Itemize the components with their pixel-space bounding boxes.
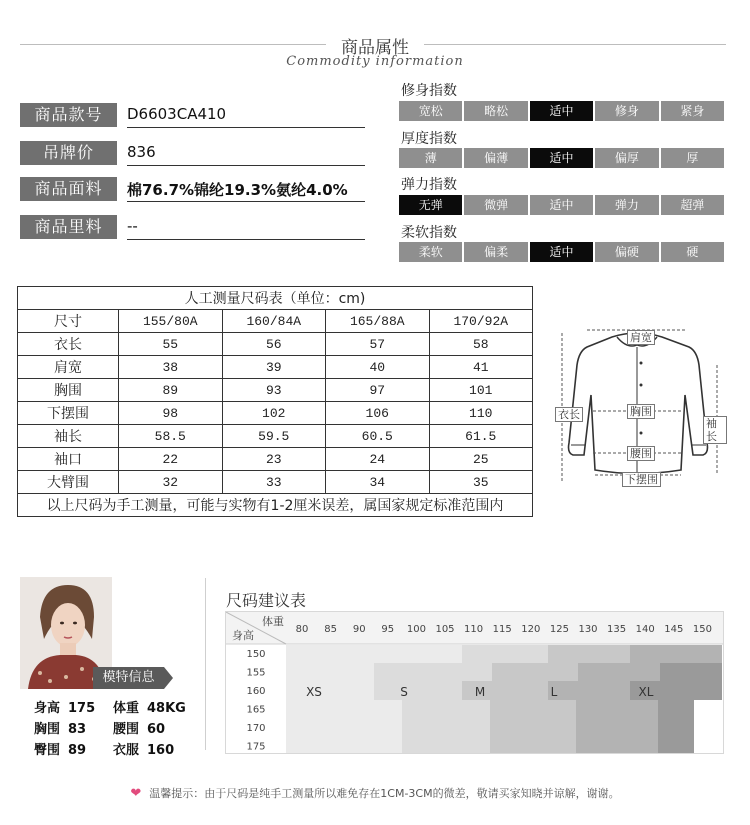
section-title: 商品属性 [341,38,409,58]
model-stat [113,718,165,737]
table-cell: 97 [326,379,430,402]
size-label: XS [306,685,322,699]
size-band-step [548,700,576,753]
index-option: 偏柔 [464,242,527,262]
table-row [18,425,533,448]
weight-tick-label: 115 [492,624,512,635]
size-band-step [374,645,462,663]
index-title: 厚度指数 [401,131,457,147]
table-row [18,356,533,379]
weight-tick-label: 95 [381,624,395,635]
table-corner: 尺寸 [18,310,119,333]
weight-tick-label: 125 [549,624,569,635]
size-band-step [462,663,492,681]
size-suggestion-chart [225,611,724,754]
hem-label: 下摆围 [622,472,661,487]
section-subtitle: Commodity information [286,54,464,69]
index-title: 修身指数 [401,83,457,99]
table-cell: 32 [119,471,223,494]
table-cell: 58.5 [119,425,223,448]
table-cell: 33 [222,471,326,494]
index-option: 弹力 [595,195,658,215]
attribute-value: 棉76.7%锦纶19.3%氨纶4.0% [127,181,348,199]
index-option: 厚 [661,148,724,168]
index-option: 紧身 [661,101,724,121]
table-row-label: 衣长 [18,333,119,356]
attribute-row [20,177,365,201]
model-stat [113,697,186,716]
index-option: 硬 [661,242,724,262]
table-row [18,379,533,402]
index-option-selected: 适中 [530,148,593,168]
weight-tick-label: 135 [607,624,627,635]
index-option: 微弹 [464,195,527,215]
table-cell: 25 [429,448,533,471]
size-band-step [374,700,402,753]
table-cell: 58 [429,333,533,356]
attribute-label: 商品里料 [20,215,117,239]
tip-text: 温馨提示：由于尺码是纯手工测量所以难免存在1CM-3CM的微差，敬请买家知晓并谅解，谢谢。 [149,787,620,800]
index-scale [399,148,724,168]
sleeve-label: 袖长 [703,416,727,444]
weight-axis-label: 体重 [262,615,284,628]
table-cell: 35 [429,471,533,494]
model-stat-label: 臀围 [34,743,61,758]
model-stat-value: 83 [68,722,87,737]
model-stat [34,697,95,716]
table-cell: 24 [326,448,430,471]
vertical-divider [205,578,206,750]
table-row-label: 肩宽 [18,356,119,379]
table-row [18,333,533,356]
table-cell: 61.5 [429,425,533,448]
weight-tick-label: 120 [521,624,541,635]
index-option: 宽松 [399,101,462,121]
table-cell: 34 [326,471,430,494]
model-stat [34,739,86,758]
table-column-header: 165/88A [326,310,430,333]
shoulder-label: 肩宽 [627,330,655,345]
height-tick-label: 160 [246,686,266,697]
attribute-row [20,141,365,165]
index-option: 偏厚 [595,148,658,168]
table-cell: 93 [222,379,326,402]
height-axis-label: 身高 [232,629,254,642]
model-info-badge: 模特信息 [93,667,164,689]
size-band-step [630,645,722,663]
height-tick-label: 175 [246,741,266,753]
index-option-selected: 适中 [530,101,593,121]
weight-tick-label: 80 [295,624,309,635]
table-cell: 56 [222,333,326,356]
size-band-step [462,645,548,663]
attribute-underline [127,165,365,166]
badge-arrow-icon [164,667,173,689]
table-row [18,448,533,471]
index-scale [399,242,724,262]
index-scale [399,195,724,215]
attribute-underline [127,239,365,240]
size-label: M [474,685,486,699]
table-row-label: 下摆围 [18,402,119,425]
table-column-header: 170/92A [429,310,533,333]
table-row-label: 大臂围 [18,471,119,494]
table-cell: 39 [222,356,326,379]
index-option: 超弹 [661,195,724,215]
size-band-xs [286,645,374,753]
index-option-selected: 无弹 [399,195,462,215]
table-cell: 59.5 [222,425,326,448]
weight-tick-label: 130 [578,624,598,635]
table-cell: 38 [119,356,223,379]
model-stat-value: 175 [68,701,96,716]
attribute-label: 吊牌价 [20,141,117,165]
attribute-row [20,103,365,127]
index-option: 适中 [530,195,593,215]
table-row [18,402,533,425]
tip-line [0,785,750,801]
index-option: 偏硬 [595,242,658,262]
model-stat-label: 身高 [34,701,61,716]
size-chart-svg [226,612,723,753]
attribute-underline [127,127,365,128]
index-option: 柔软 [399,242,462,262]
table-cell: 89 [119,379,223,402]
weight-tick-label: 85 [324,624,337,635]
table-caption: 人工测量尺码表（单位：cm) [18,287,533,310]
length-label: 衣长 [555,407,583,422]
table-cell: 57 [326,333,430,356]
weight-tick-label: 150 [692,624,712,635]
table-column-header: 160/84A [222,310,326,333]
size-table [17,286,533,517]
model-stat-label: 衣服 [113,743,140,758]
table-header-row [18,310,533,333]
size-band-step [462,700,490,753]
model-stat-value: 60 [147,722,166,737]
table-row-label: 袖口 [18,448,119,471]
attribute-value: -- [127,217,138,235]
table-row-label: 袖长 [18,425,119,448]
index-option-selected: 适中 [530,242,593,262]
table-cell: 55 [119,333,223,356]
weight-tick-label: 145 [664,624,684,635]
model-stat-label: 体重 [113,701,140,716]
table-cell: 110 [429,402,533,425]
shirt-diagram [557,325,727,490]
attribute-label: 商品款号 [20,103,117,127]
index-scale [399,101,724,121]
attribute-value: D6603CA410 [127,105,227,123]
index-option: 略松 [464,101,527,121]
table-cell: 41 [429,356,533,379]
size-suggestion-title: 尺码建议表 [226,591,307,610]
model-stat-value: 48KG [147,701,186,716]
size-band-step [630,663,660,681]
table-row [18,471,533,494]
table-cell: 22 [119,448,223,471]
table-cell: 102 [222,402,326,425]
table-cell: 60.5 [326,425,430,448]
size-label: S [400,685,408,699]
table-cell: 40 [326,356,430,379]
weight-tick-label: 90 [352,624,366,635]
size-label: L [550,685,558,699]
size-band-step [548,663,578,681]
attribute-value: 836 [127,143,156,161]
model-stat-value: 89 [68,743,87,758]
size-band-step [548,645,630,663]
index-option: 偏薄 [464,148,527,168]
table-cell: 101 [429,379,533,402]
size-label: XL [638,685,654,699]
attribute-underline [127,201,365,202]
weight-tick-label: 100 [406,624,426,635]
index-title: 弹力指数 [401,177,457,193]
waist-label: 腰围 [627,446,655,461]
chart-empty-cell [694,700,722,753]
height-tick-label: 155 [246,667,266,679]
table-cell: 106 [326,402,430,425]
table-cell: 23 [222,448,326,471]
attribute-label: 商品面料 [20,177,117,201]
size-band-step [630,700,658,753]
attribute-row [20,215,365,239]
index-title: 柔软指数 [401,225,457,241]
heart-icon: ❤ [130,786,142,801]
height-tick-label: 150 [246,649,266,660]
weight-tick-label: 105 [435,624,455,635]
index-option: 薄 [399,148,462,168]
model-stat-label: 胸围 [34,722,61,737]
weight-tick-label: 110 [464,624,484,635]
chest-label: 胸围 [627,404,655,419]
height-tick-label: 170 [246,723,266,734]
model-stat-value: 160 [147,743,175,758]
weight-tick-label: 140 [635,624,655,635]
table-column-header: 155/80A [119,310,223,333]
table-cell: 98 [119,402,223,425]
model-stat [34,718,86,737]
model-stat-label: 腰围 [113,722,140,737]
table-row-label: 胸围 [18,379,119,402]
model-stat [113,739,174,758]
height-tick-label: 165 [246,704,266,716]
table-note: 以上尺码为手工测量，可能与实物有1-2厘米误差，属国家规定标准范围内 [18,494,533,517]
index-option: 修身 [595,101,658,121]
